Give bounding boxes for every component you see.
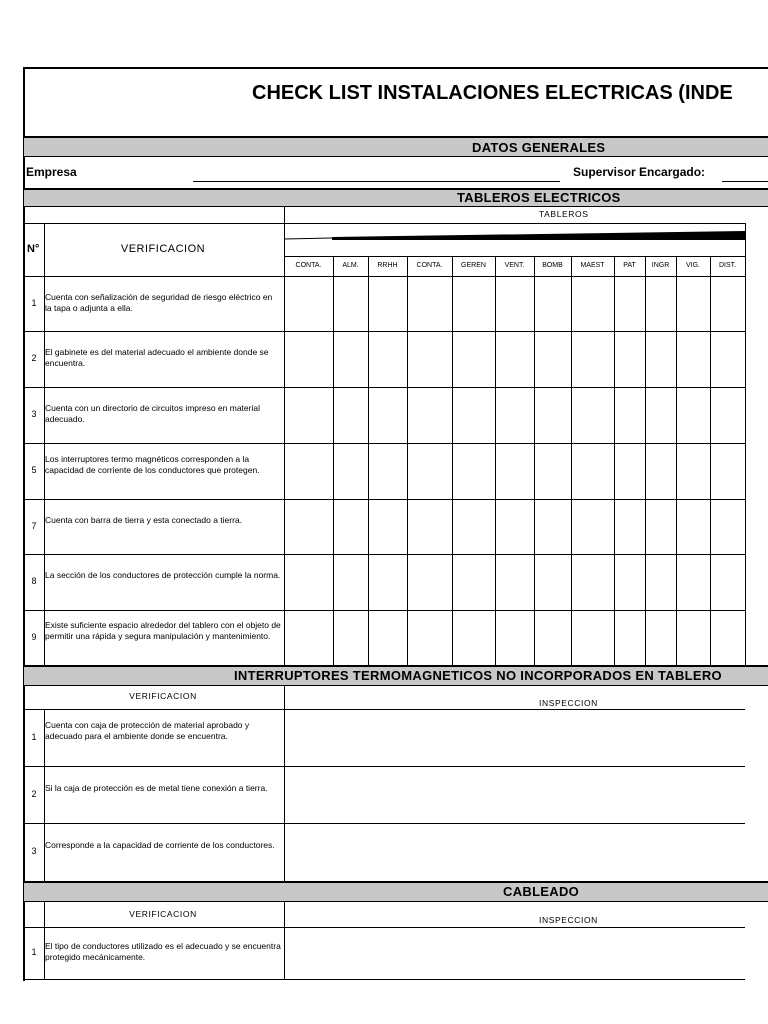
table-column-line: [333, 256, 334, 666]
table-column-line: [676, 256, 677, 666]
row-number: 1: [31, 297, 37, 308]
band-border: [23, 665, 768, 667]
tableros-subheader: TABLEROS: [539, 209, 589, 219]
tablero-column-header: GEREN: [461, 262, 486, 269]
table-row-line: [23, 766, 745, 767]
band-border: [23, 188, 768, 190]
table-column-line: [452, 256, 453, 666]
table-row-line: [23, 610, 745, 611]
table-row-line: [23, 554, 745, 555]
tablero-column-header: ALM.: [342, 262, 359, 269]
row-number: 8: [31, 576, 37, 586]
tablero-column-header: RRHH: [377, 262, 398, 269]
verification-item-text: Los interruptores termo magnéticos corresponden a la capacidad de corriente de los conductores que protegen.: [45, 453, 260, 475]
band-border: [23, 685, 768, 686]
tableros-band: [24, 189, 768, 206]
table-column-line: [534, 256, 535, 666]
row-number: 1: [31, 947, 37, 957]
tablero-column-header: VIG.: [685, 262, 700, 269]
verification-item-text: Cuenta con señalización de seguridad de riesgo eléctrico en la tapa o adjunta a ella.: [45, 291, 273, 313]
table-column-line: [645, 256, 646, 666]
table-line: [23, 223, 745, 224]
band-border: [23, 881, 768, 883]
table-line: [44, 223, 45, 666]
band-border: [23, 156, 768, 157]
verification-item-text: El tipo de conductores utilizado es el adecuado y se encuentra protegido mecánicamente.: [45, 941, 281, 962]
band-border: [23, 136, 768, 138]
row-number: 7: [31, 520, 37, 531]
tablero-column-header: CONTA.: [295, 262, 322, 269]
row-number: 9: [31, 631, 37, 642]
tablero-column-header: BOMB: [542, 262, 563, 269]
cableado-band: [24, 882, 768, 901]
table-column-line: [710, 256, 711, 666]
table-column-line: [495, 256, 496, 666]
empresa-field-line[interactable]: [193, 181, 560, 182]
band-border: [23, 901, 768, 902]
verification-item-text: Si la caja de protección es de metal tiene conexión a tierra.: [45, 782, 268, 793]
interruptores-header: INTERRUPTORES TERMOMAGNETICOS NO INCORPORADOS EN TABLERO: [234, 668, 722, 683]
datos-generales-header: DATOS GENERALES: [472, 140, 606, 155]
table-line: [23, 979, 745, 980]
verification-item-text: El gabinete es del material adecuado el ambiente donde se encuentra.: [45, 347, 269, 368]
interruptores-inspeccion-label: INSPECCION: [539, 698, 598, 708]
verificacion-column-label: VERIFICACION: [120, 243, 206, 255]
table-row-line: [23, 499, 745, 500]
verification-item-text: Cuenta con caja de protección de material aprobado y adecuado para el ambiente donde se encuentra.: [45, 720, 250, 741]
supervisor-field-line[interactable]: [722, 181, 768, 182]
tableros-header: TABLEROS ELECTRICOS: [457, 190, 621, 205]
row-number: 1: [31, 731, 37, 742]
tablero-column-header: INGR: [651, 262, 670, 269]
verification-item-text: Cuenta con barra de tierra y esta conectado a tierra.: [45, 514, 243, 525]
tablero-column-header: VENT.: [504, 262, 525, 269]
datos-generales-band: [24, 137, 768, 156]
cableado-verificacion-label: VERIFICACION: [129, 909, 197, 919]
table-line: [745, 223, 746, 666]
table-row-line: [23, 443, 745, 444]
supervisor-label: Supervisor Encargado:: [573, 165, 706, 179]
table-column-line: [407, 256, 408, 666]
row-number: 2: [31, 788, 37, 799]
interruptores-verificacion-label: VERIFICACION: [129, 691, 197, 701]
table-line: [23, 276, 745, 277]
verification-item-text: Existe suficiente espacio alrededor del tablero con el objeto de permitir una rápida y segura manipulación y mantenimiento.: [45, 620, 281, 641]
frame-top-border: [23, 67, 768, 69]
tablero-column-header: DIST.: [718, 262, 737, 269]
empresa-label: Empresa: [26, 165, 77, 179]
table-row-line: [23, 387, 745, 388]
table-row-line: [23, 331, 745, 332]
row-number: 5: [31, 465, 37, 475]
band-border: [23, 206, 768, 207]
verification-item-text: Cuenta con un directorio de circuitos impreso en material adecuado.: [45, 403, 260, 424]
cableado-header: CABLEADO: [503, 884, 580, 899]
table-column-line: [368, 256, 369, 666]
table-line: [23, 709, 745, 710]
verification-item-text: Corresponde a la capacidad de corriente de los conductores.: [45, 840, 275, 850]
row-number: 3: [31, 409, 37, 419]
table-line: [284, 901, 285, 980]
table-row-line: [23, 823, 745, 824]
table-line: [23, 927, 745, 928]
verification-item-text: La sección de los conductores de protección cumple la norma.: [45, 570, 281, 580]
tablero-column-header: CONTA.: [416, 262, 443, 269]
row-number: 3: [31, 846, 37, 856]
cableado-inspeccion-label: INSPECCION: [539, 915, 598, 925]
num-column-label: N°: [27, 243, 40, 255]
tablero-column-header: PAT: [623, 262, 636, 269]
row-number: 2: [31, 353, 37, 363]
table-column-line: [614, 256, 615, 666]
page-title: CHECK LIST INSTALACIONES ELECTRICAS (INDE: [252, 82, 733, 104]
table-column-line: [571, 256, 572, 666]
tablero-column-header: MAEST: [580, 262, 605, 269]
table-line: [284, 685, 285, 881]
diagonal-wedge-mark: [284, 228, 746, 244]
